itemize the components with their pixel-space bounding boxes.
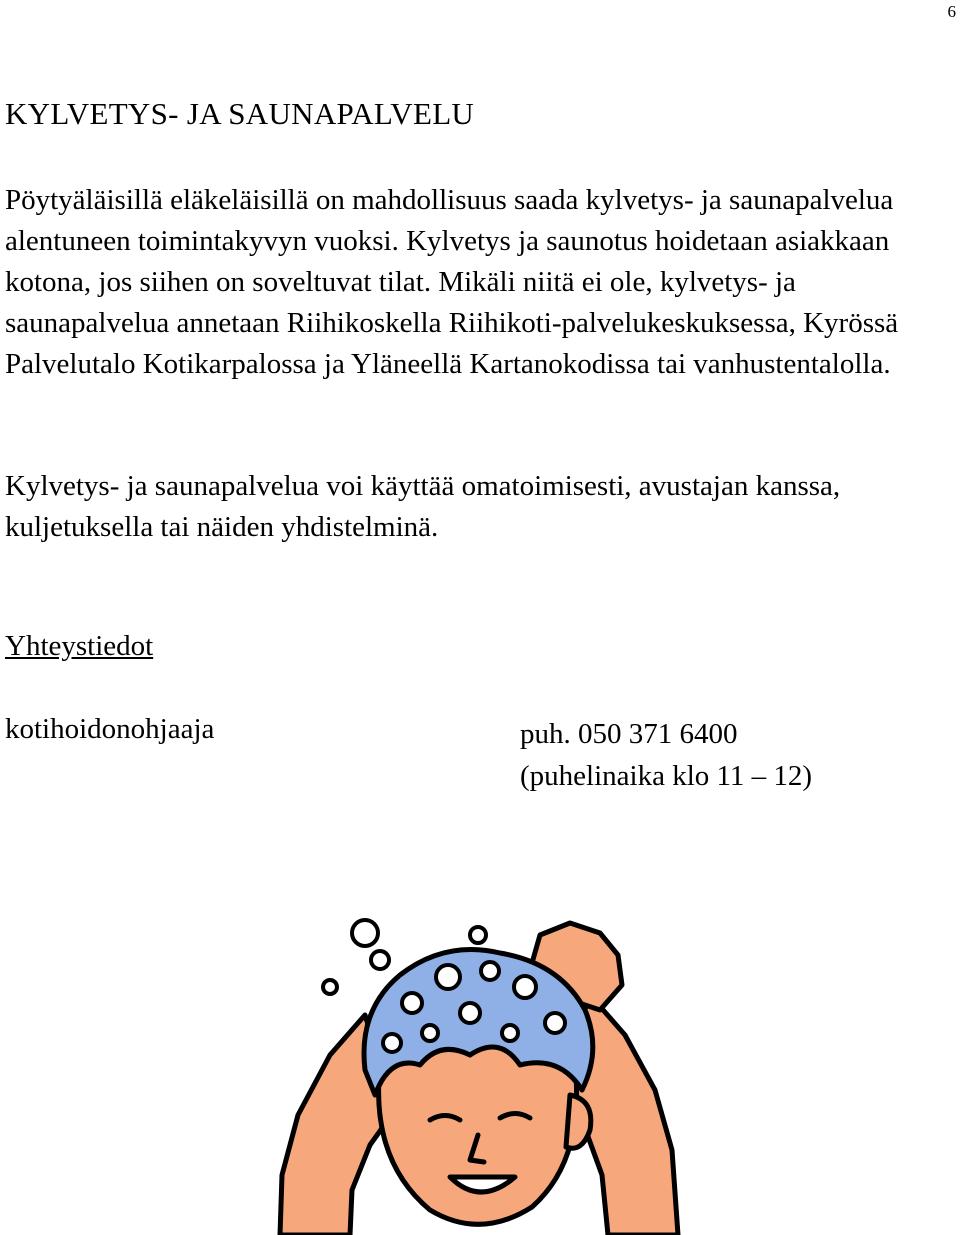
foam-bubble: [470, 927, 486, 943]
foam-bubble: [481, 962, 499, 980]
contact-phone: puh. 050 371 6400: [520, 718, 738, 750]
contact-role: kotihoidonohjaaja: [5, 713, 215, 745]
foam-bubble: [371, 951, 389, 969]
ear: [566, 1095, 591, 1148]
contact-heading: Yhteystiedot: [5, 630, 154, 662]
foam-bubble: [383, 1034, 401, 1052]
foam-bubble: [323, 980, 337, 994]
contact-hours: (puhelinaika klo 11 – 12): [520, 760, 813, 792]
foam-bubble: [352, 920, 378, 946]
page-number: 6: [947, 2, 956, 21]
foam-bubble: [502, 1025, 518, 1041]
intro-paragraph: Pöytyäläisillä eläkeläisillä on mahdollisuus saada kylvetys- ja saunapalvelua alentuneen toimintakyvyn vuoksi. Kylvetys ja saunotus hoidetaan asiakkaan kotona, jos siihen on soveltuvat tilat. Mikäli niitä ei ole, kylvetys- ja saunapalvelua annetaan Riihikoskella Riihikoti-palvelukeskuksessa, Kyrössä Palvelutalo Kotikarpalossa ja Yläneellä Kartanokodissa tai vanhustentalolla.: [5, 184, 899, 380]
hair-washing-illustration: [270, 915, 690, 1235]
foam-bubble: [514, 976, 536, 998]
contact-phone-block: [520, 713, 812, 797]
foam-bubble: [545, 1013, 565, 1033]
foam-bubble: [436, 965, 460, 989]
usage-paragraph: Kylvetys- ja saunapalvelua voi käyttää omatoimisesti, avustajan kanssa, kuljetuksella tai näiden yhdistelminä.: [5, 470, 841, 543]
foam-bubble: [402, 993, 422, 1013]
foam-bubble: [422, 1025, 438, 1041]
page-title: KYLVETYS- JA SAUNAPALVELU: [5, 96, 475, 131]
foam-bubble: [460, 1003, 480, 1023]
